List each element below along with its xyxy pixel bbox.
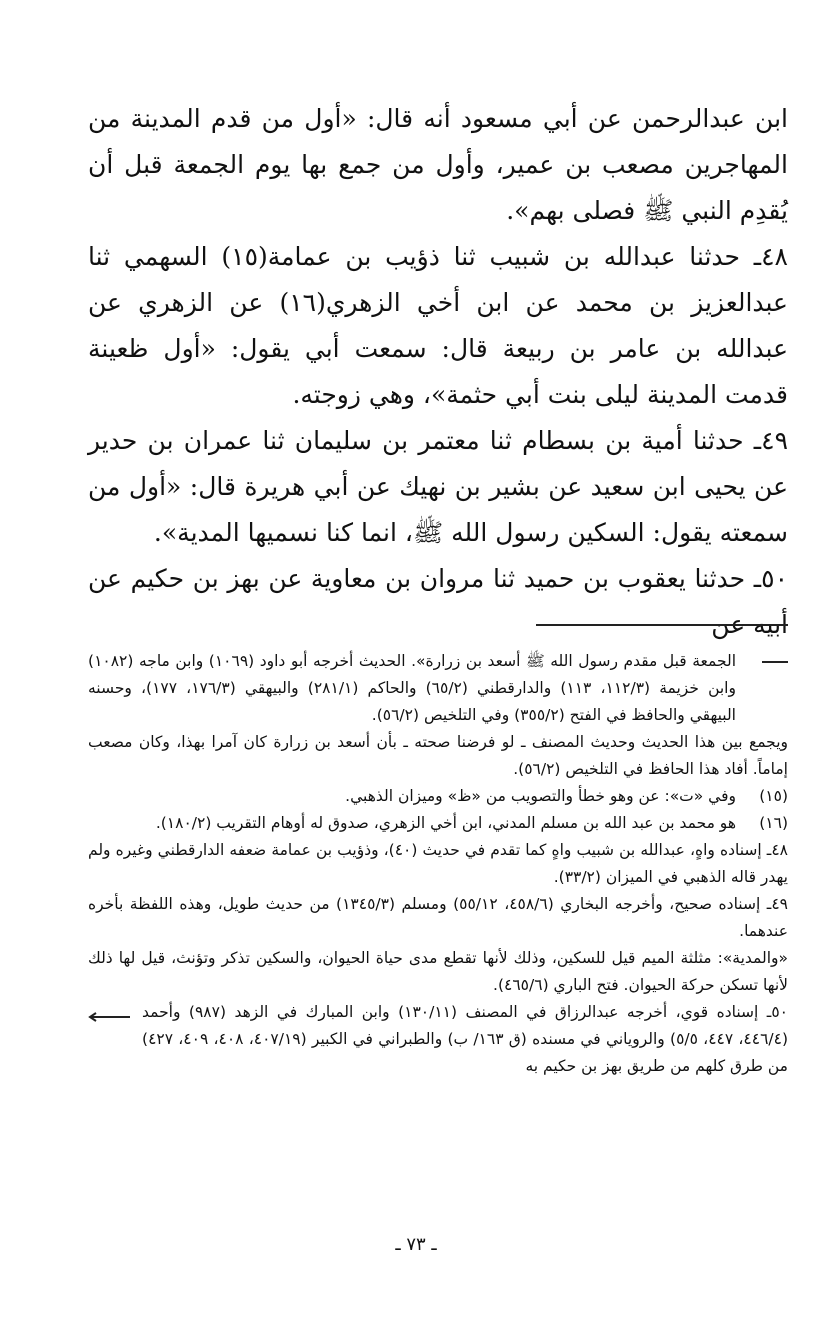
note-49: ٤٩ـ إسناده صحيح، وأخرجه البخاري (٤٥٨/٦، ٥٥/١٢) ومسلم (١٣٤٥/٣) من حديث طويل، وهذه اللفظة بأخره عندهما. xyxy=(88,895,788,940)
footnote-16-text: هو محمد بن عبد الله بن مسلم المدني، ابن أخي الزهري، صدوق له أوهام التقريب (١٨٠/٢). xyxy=(155,814,736,832)
footnote-continuation xyxy=(88,648,788,729)
page-number: ـ ٧٣ ـ xyxy=(395,1234,437,1255)
footnote-16 xyxy=(88,810,788,837)
footnotes xyxy=(88,648,788,1080)
footnote-separator xyxy=(536,624,788,626)
footnote-16-marker: (١٦) xyxy=(759,814,788,832)
footnote-15 xyxy=(88,783,788,810)
main-paragraph-48: ٤٨ـ حدثنا عبدالله بن شبيب ثنا ذؤيب بن عمامة(١٥) السهمي ثنا عبدالعزيز بن محمد عن ابن أخي الزهري(١٦) عن الزهري عن عبدالله بن عامر بن ربيعة قال: سمعت أبي يقول: «أول ظعينة قدمت المدينة ليلى بنت أبي حثمة»، وهي زوجته. xyxy=(88,242,788,409)
main-text xyxy=(88,96,788,648)
continued-arrow-icon xyxy=(88,1012,132,1022)
main-paragraph-49: ٤٩ـ حدثنا أمية بن بسطام ثنا معتمر بن سليمان ثنا عمران بن حدير عن يحيى ابن سعيد عن بشير بن نهيك عن أبي هريرة قال: «أول من سمعته يقول: السكين رسول الله ﷺ، انما كنا نسميها المدية». xyxy=(88,426,788,547)
continuation-dash-icon xyxy=(742,648,788,675)
footnote-reconcile: ويجمع بين هذا الحديث وحديث المصنف ـ لو فرضنا صحته ـ بأن أسعد بن زرارة كان آمرا بهذا، وكان مصعب إماماً. أفاد هذا الحافظ في التلخيص (٥٦/٢). xyxy=(88,733,788,778)
main-paragraph-50: ٥٠ـ حدثنا يعقوب بن حميد ثنا مروان بن معاوية عن بهز بن حكيم عن أبيه عن xyxy=(88,564,788,639)
footnote-continuation-text: الجمعة قبل مقدم رسول الله ﷺ أسعد بن زرارة». الحديث أخرجه أبو داود (١٠٦٩) وابن ماجه (١٠٨٢) وابن خزيمة (١١٢/٣، ١١٣) والدارقطني (٦٥/٢) والحاكم (٢٨١/١) والبيهقي (١٧٦/٣، ١٧٧)، وحسنه البيهقي والحافظ في الفتح (٣٥٥/٢) وفي التلخيص (٥٦/٢). xyxy=(88,652,736,724)
main-paragraph-47-end: ابن عبدالرحمن عن أبي مسعود أنه قال: «أول من قدم المدينة من المهاجرين مصعب بن عمير، وأول من جمع بها يوم الجمعة قبل أن يُقدِم النبي ﷺ فصلى بهم». xyxy=(88,104,788,225)
note-50 xyxy=(88,999,788,1080)
footnote-15-text: وفي «ت»: عن وهو خطأ والتصويب من «ظ» وميزان الذهبي. xyxy=(345,787,736,805)
note-49-madya: «والمدية»: مثلثة الميم قيل للسكين، وذلك لأنها تقطع مدى حياة الحيوان، والسكين تذكر وتؤنث، قيل لها ذلك لأنها تسكن حركة الحيوان. فتح الباري (٤٦٥/٦). xyxy=(88,949,788,994)
note-48: ٤٨ـ إسناده واهٍ، عبدالله بن شبيب واهٍ كما تقدم في حديث (٤٠)، وذؤيب بن عمامة ضعفه الدارقطني وغيره ولم يهدر قاله الذهبي في الميزان (٣٣/٢). xyxy=(88,841,788,886)
note-50-text: ٥٠ـ إسناده قوي، أخرجه عبدالرزاق في المصنف (١٣٠/١١) وابن المبارك في الزهد (٩٨٧) وأحمد (٤٤٦/٤، ٤٤٧، ٥/٥) والروياني في مسنده (ق ١٦٣/ ب) والطبراني في الكبير (٤٠٧/١٩، ٤٠٨، ٤٠٩، ٤٢٧) من طرق كلهم من طريق بهز بن حكيم به xyxy=(142,1003,789,1075)
footnote-15-marker: (١٥) xyxy=(759,787,788,805)
